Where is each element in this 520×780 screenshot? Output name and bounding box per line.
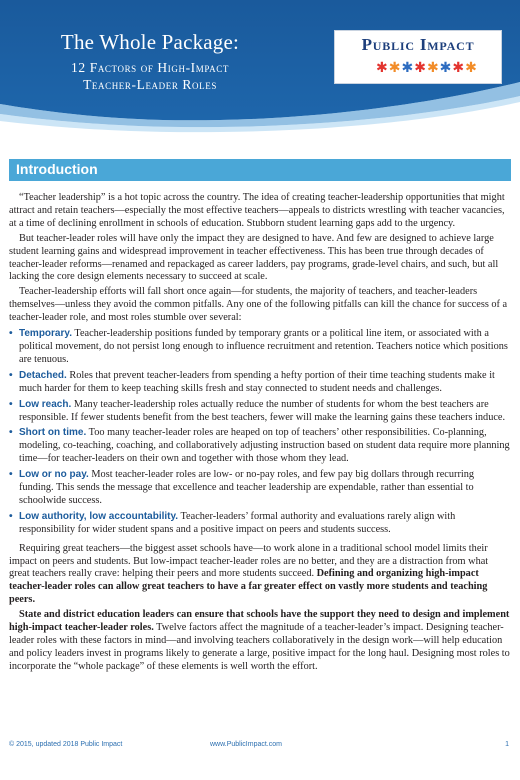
closing-emphasis: Defining and organizing high-impact teacher-leader roles can allow great teachers to have a far greater effect on vastly more students and teaching peers.: [9, 568, 488, 606]
pitfall-item: [9, 370, 511, 396]
pitfall-text: Teacher-leadership positions funded by temporary grants or a political line item, or associated with a political movement, do not persist long enough to influence recruitment and retention. Teachers notice which positions are tenuous.: [19, 328, 508, 365]
person-icon: ✱: [439, 60, 452, 76]
section-header-bar: [9, 159, 511, 181]
pitfall-lead: Short on time.: [19, 427, 87, 439]
subtitle-line-1: 12 Factors of High-Impact: [71, 60, 229, 75]
person-icon: ✱: [414, 60, 426, 76]
document-title: The Whole Package:: [60, 30, 240, 54]
pitfall-text: Most teacher-leader roles are low- or no-pay roles, and few pay big dollars through recurring funding. This sends the message that excellence and teacher leadership are expendable, rather than essential to schoolwide success.: [19, 469, 475, 506]
pitfall-lead: Detached.: [19, 369, 67, 381]
body-content: [9, 192, 511, 676]
pitfall-item: [9, 328, 511, 367]
person-icon: ✱: [388, 60, 401, 76]
person-icon: ✱: [401, 60, 414, 76]
closing-emphasis: State and district education leaders can ensure that schools have the support they need to design and implement high-impact teacher-leader roles.: [9, 609, 510, 634]
intro-paragraph-3: Teacher-leadership efforts will fall short once again—for students, the majority of teachers, and teacher-leaders themselves—unless they avoid the common pitfalls. Any one of the following pitfalls can kill the chance for success of a teacher-leader role, and most roles stumble over several:: [9, 286, 508, 324]
title-block: [0, 30, 300, 93]
pitfall-text: Many teacher-leadership roles actually reduce the number of students for whom the best teachers are responsible. If fewer students benefit from the best teachers, fewer will make the learning gains these teachers induce.: [19, 398, 506, 423]
pitfall-text: Roles that prevent teacher-leaders from spending a hefty portion of their time teaching students make it much harder for them to keep teaching skills fresh and stay connected to student needs and challenges.: [19, 369, 495, 394]
copyright-notice: © 2015, updated 2018 Public Impact: [9, 741, 123, 748]
pitfall-item: [9, 427, 511, 466]
public-impact-logo: [334, 30, 502, 84]
pitfall-lead: Temporary.: [19, 328, 72, 340]
bullet-dot: •: [9, 510, 13, 522]
pitfall-item: [9, 511, 511, 537]
pitfall-lead: Low authority, low accountability.: [19, 510, 179, 522]
closing-text: Requiring great teachers—the biggest asset schools have—to work alone in a traditional school model limits their impact on peers and students. But low-impact teacher-leader roles are no better, and they are a distraction from what great teachers really crave: helping their peers and more students succeed.: [9, 542, 489, 580]
closing-paragraph-1: [9, 543, 511, 608]
pitfall-item: [9, 469, 511, 508]
website-link[interactable]: www.PublicImpact.com: [210, 741, 282, 748]
person-icon: ✱: [465, 60, 477, 76]
bullet-dot: •: [9, 469, 13, 481]
person-icon: ✱: [426, 60, 439, 76]
intro-paragraph-1: “Teacher leadership” is a hot topic across the country. The idea of creating teacher-leadership opportunities that might attract and retain teachers—especially the most effective teachers—appeals to districts wrestling with teacher vacancies, at a time of declining enrollment in schools of education. Stubborn student learning gaps add to the urgency.: [9, 192, 505, 229]
header-banner: [0, 0, 520, 135]
bullet-dot: •: [9, 328, 13, 340]
closing-paragraph-2: [9, 609, 511, 674]
pitfall-item: [9, 399, 511, 425]
bullet-dot: •: [9, 369, 13, 381]
intro-paragraph-2: But teacher-leader roles will have only the impact they are designed to have. And few are designed to achieve large student learning gains and widespread improvement in teacher effectiveness. This has been true through decades of teacher-leader reforms—renamed and repackaged as career ladders, pay programs, grade-level chairs, and such, but all lacking the core design elements necessary to succeed at scale.: [9, 232, 499, 283]
pitfall-lead: Low or no pay.: [19, 469, 89, 481]
closing-text: Twelve factors affect the magnitude of a teacher-leader’s impact. Designing teacher-leader roles with these factors in mind—and involving teachers collaboratively in the design work—will help education and policy leaders invest in programs likely to generate a large, positive impact for the long haul. Designing most roles to incorporate the “whole package” of these elements is well worth the effort.: [9, 622, 510, 672]
page-number: 1: [505, 741, 509, 748]
pitfall-list: [9, 328, 511, 537]
pitfall-text: Teacher-leaders’ formal authority and evaluations rarely align with responsibility for wider student spans and a positive impact on peers and students success.: [19, 510, 456, 535]
person-icon: ✱: [452, 60, 465, 76]
bullet-dot: •: [9, 398, 13, 410]
page-footer: [9, 741, 511, 755]
logo-wordmark: Public Impact: [361, 35, 475, 54]
person-icon: ✱: [376, 60, 388, 76]
bullet-dot: •: [9, 427, 13, 439]
subtitle-line-2: Teacher-Leader Roles: [83, 77, 217, 92]
logo-people-icons: [376, 61, 477, 75]
section-title: Introduction: [16, 161, 98, 177]
pitfall-text: Too many teacher-leader roles are heaped on top of teachers’ other responsibilities. Co-planning, modeling, co-teaching, coaching, and collaboratively adjusting instruction based on student data require more planning time—for teacher-leaders on their own and together with those whom they lead.: [19, 427, 510, 465]
pitfall-lead: Low reach.: [19, 398, 72, 410]
